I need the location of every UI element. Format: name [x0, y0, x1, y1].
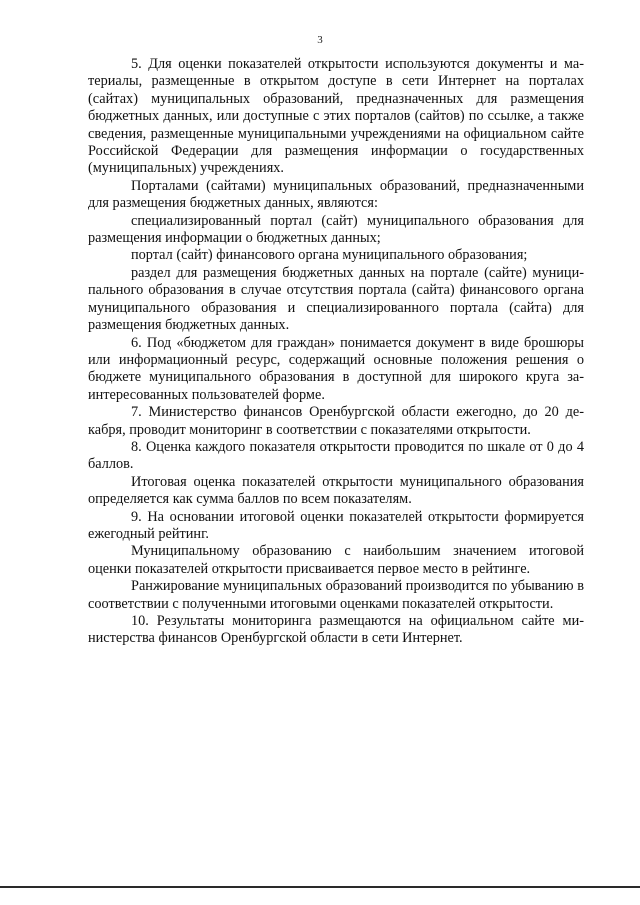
paragraph-8-scale: 8. Оценка каждого показателя открытости проводится по шкале от 0 до 4 баллов.	[88, 438, 584, 473]
paragraph-first-place: Муниципальному образованию с наибольшим значением итоговой оценки показателей открытости присваивается первое место в рейтинге.	[88, 543, 584, 577]
paragraph-portals-intro: Порталами (сайтами) муниципальных образований, предназначенными для размещения бюджетных данных, являются:	[88, 177, 584, 212]
paragraph-9-rating: 9. На основании итоговой оценки показателей открытости формируется ежегодный рейтинг.	[88, 508, 584, 542]
paragraph-specialized-portal: специализированный портал (сайт) муниципального образования для размещения информации о бюджетных данных;	[88, 212, 584, 247]
paragraph-6-budget-for-citizens: 6. Под «бюджетом для граждан» понимается документ в виде брошюры или информационный ресурс, содержащий основные положения решения о бюджете муниципального образования в доступной для широкого круга заинтересованных пользователей форме.	[88, 334, 584, 403]
bottom-scan-edge	[0, 886, 640, 888]
page-number: 3	[317, 34, 323, 46]
paragraph-total-score: Итоговая оценка показателей открытости муниципального образования определяется как сумма баллов по всем показателям.	[88, 473, 584, 508]
paragraph-budget-section: раздел для размещения бюджетных данных на портале (сайте) муниципального образования в случае отсутствия портала (сайта) финансового органа муниципального образования и специализированного портала (сайта) для размещения бюджетных данных.	[88, 264, 584, 334]
paragraph-5-materials: 5. Для оценки показателей открытости используются документы и материалы, размещенные в открытом доступе в сети Интернет на порталах (сайтах) муниципальных образований, предназначенных для размещения бюджетных данных, или доступные с этих порталов (сайтов) по ссылке, а также сведения, размещенные муниципальными учреждениями на официальном сайте Российской Федерации для размещения информации о государственных (муниципальных) учреждениях.	[88, 56, 584, 177]
document-body	[88, 56, 584, 648]
paragraph-10-results: 10. Результаты мониторинга размещаются на официальном сайте министерства финансов Оренбургской области в сети Интернет.	[88, 613, 584, 647]
paragraph-financial-portal: портал (сайт) финансового органа муниципального образования;	[131, 247, 528, 264]
paragraph-ranking: Ранжирование муниципальных образований производится по убыванию в соответствии с полученными итоговыми оценками показателей открытости.	[88, 578, 584, 612]
paragraph-7-monitoring: 7. Министерство финансов Оренбургской области ежегодно, до 20 декабря, проводит мониторинг в соответствии с показателями открытости.	[88, 404, 584, 438]
